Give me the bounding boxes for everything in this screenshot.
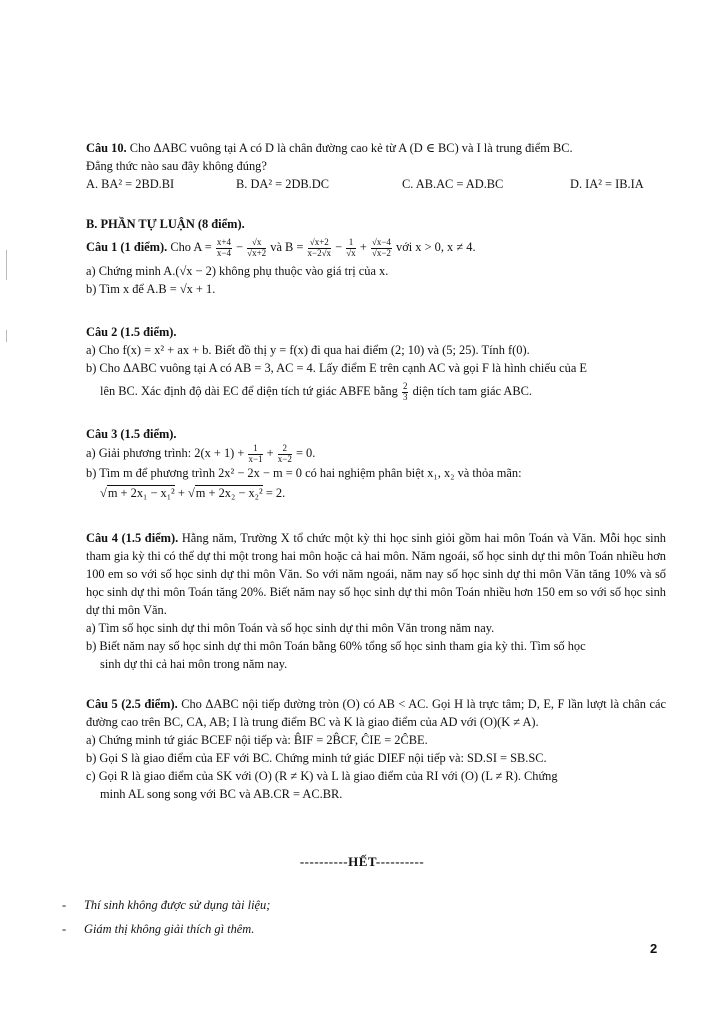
part-a: a) Cho f(x) = x² + ax + b. Biết đồ thị y = f(x) đi qua hai điểm (2; 10) và (5; 25). Tính f(0).: [86, 342, 530, 357]
part-b: b) Cho ΔABC vuông tại A có AB = 3, AC = 4. Lấy điểm E trên cạnh AC và gọi F là hình chiếu của E: [86, 360, 587, 375]
option-d: D. IA² = IB.IA: [570, 176, 644, 191]
part-b-equation: √m + 2x₁ − x₁² + √m + 2x₂ − x₂² = 2.: [100, 485, 286, 500]
part-a: a) Chứng minh A.(√x − 2) không phụ thuộc vào giá trị của x.: [86, 263, 389, 278]
formula-text: Cho A =: [170, 240, 212, 255]
question-label: Câu 3 (1.5 điểm).: [86, 427, 177, 441]
question-text: Đẳng thức nào sau đây không đúng?: [86, 158, 267, 173]
part-c: c) Gọi R là giao điểm của SK với (O) (R ≠ K) và L là giao điểm của RI với (O) (L ≠ R). Chứng: [86, 768, 558, 783]
question-text: Cho ΔABC nội tiếp đường tròn (O) có AB < AC. Gọi H là trực tâm; D, E, F lần lượt là chân các đường cao trên BC, CA, AB; I là trung điểm BC và K là giao điểm của AD với (O)(K ≠ A).: [86, 697, 666, 729]
fraction: $\frac{2}{x-2}$: [277, 442, 292, 464]
scan-margin-mark: [6, 250, 7, 280]
part-a: a) Tìm số học sinh dự thi môn Toán và số học sinh dự thi môn Văn trong năm nay.: [86, 620, 495, 635]
section-b-heading: [86, 216, 666, 234]
question-10: [86, 140, 666, 194]
exam-notes: [62, 894, 270, 941]
fraction: $\frac{x+4}{x-4}$: [216, 237, 231, 258]
option-c: C. AB.AC = AD.BC: [402, 176, 504, 191]
question-label: Câu 10.: [86, 141, 127, 155]
part-b: b) Gọi S là giao điểm của EF với BC. Chứng minh tứ giác DIEF nội tiếp và: SD.SI = SB.SC.: [86, 750, 547, 765]
formula-text: và B =: [270, 240, 304, 255]
question-4: [86, 530, 666, 674]
end-mark: ----------HẾT----------: [299, 854, 425, 869]
fraction: $\frac{2}{3}$: [402, 380, 408, 402]
question-label: Câu 2 (1.5 điểm).: [86, 325, 177, 339]
answer-options: [86, 176, 666, 194]
part-b-continued: lên BC. Xác định độ dài EC để diện tích tứ giác ABFE bằng $\frac{2}{3}$ diện tích tam giác ABC.: [100, 380, 532, 402]
question-text: Cho ΔABC vuông tại A có D là chân đường cao kẻ từ A (D ∈ BC) và I là trung điểm BC.: [129, 141, 573, 155]
scan-margin-mark: [6, 330, 7, 342]
section-title: B. PHẦN TỰ LUẬN (8 điểm).: [86, 217, 245, 231]
part-a: a) Giải phương trình: 2(x + 1) + $\frac{1}{x-1}$ + $\frac{2}{x-2}$ = 0.: [86, 442, 316, 464]
part-a: a) Chứng minh tứ giác BCEF nội tiếp và: B̂IF = 2B̂CF, ĈIE = 2ĈBE.: [86, 732, 428, 747]
condition-text: với x > 0, x ≠ 4.: [396, 240, 476, 255]
part-b: b) Biết năm nay số học sinh dự thi môn Toán bằng 60% tổng số học sinh tham gia kỳ thi. Tìm số học: [86, 638, 586, 653]
fraction: $\frac{√x}{√x+2}$: [247, 237, 267, 258]
option-b: B. DA² = 2DB.DC: [236, 176, 329, 191]
question-label: Câu 4 (1.5 điểm).: [86, 531, 179, 545]
part-c-continued: minh AL song song với BC và AB.CR = AC.BR.: [100, 786, 343, 801]
question-1: Câu 1 (1 điểm). Cho A = $\frac{x+4}{x-4}$ − $\frac{√x}{√x+2}$ và B = $\frac{√x+2}{x-2√x}$ − $\frac{1}{√x}$ + $\frac{√x-4}{√x-2}$ với x > 0, x ≠ 4. a) Chứng minh A.(√x − 2) không phụ thuộc vào giá trị của x. b) Tìm x để A.B = √x + 1.: [86, 238, 666, 299]
fraction: $\frac{√x+2}{x-2√x}$: [307, 237, 332, 258]
note-item: - Thí sinh không được sử dụng tài liệu;: [62, 898, 271, 912]
part-b: b) Tìm x để A.B = √x + 1.: [86, 281, 216, 296]
page-number: 2: [650, 941, 658, 956]
fraction: $\frac{1}{x-1}$: [248, 442, 263, 464]
question-text: Hằng năm, Trường X tổ chức một kỳ thi học sinh giỏi gồm hai môn Toán và Văn. Mỗi học sinh tham gia kỳ thi có thể dự thi một trong hai môn hoặc cả hai môn. Năm ngoái, số học sinh dự thi môn Toán nhiều hơn 100 em so với số học sinh dự thi môn Văn. So với năm ngoái, năm nay số học sinh dự thi môn Văn tăng 10% và số học sinh dự thi môn Toán tăng 20%. Biết năm nay số học sinh dự thi môn Toán nhiều hơn 150 em so với số học sinh dự thi môn Văn.: [86, 531, 666, 617]
question-2: [86, 324, 666, 403]
option-a: A. BA² = 2BD.BI: [86, 176, 175, 191]
question-label: Câu 1 (1 điểm).: [86, 240, 168, 255]
question-5: [86, 696, 666, 804]
part-b: b) Tìm m để phương trình 2x² − 2x − m = 0 có hai nghiệm phân biệt x₁, x₂ và thỏa mãn:: [86, 465, 522, 480]
fraction: $\frac{1}{√x}$: [346, 237, 356, 258]
question-label: Câu 5 (2.5 điểm).: [86, 697, 178, 711]
part-b-continued: sinh dự thi cả hai môn trong năm nay.: [100, 656, 288, 671]
fraction: $\frac{√x-4}{√x-2}$: [371, 237, 391, 258]
note-item: - Giám thị không giải thích gì thêm.: [62, 921, 255, 936]
question-3: [86, 426, 666, 503]
